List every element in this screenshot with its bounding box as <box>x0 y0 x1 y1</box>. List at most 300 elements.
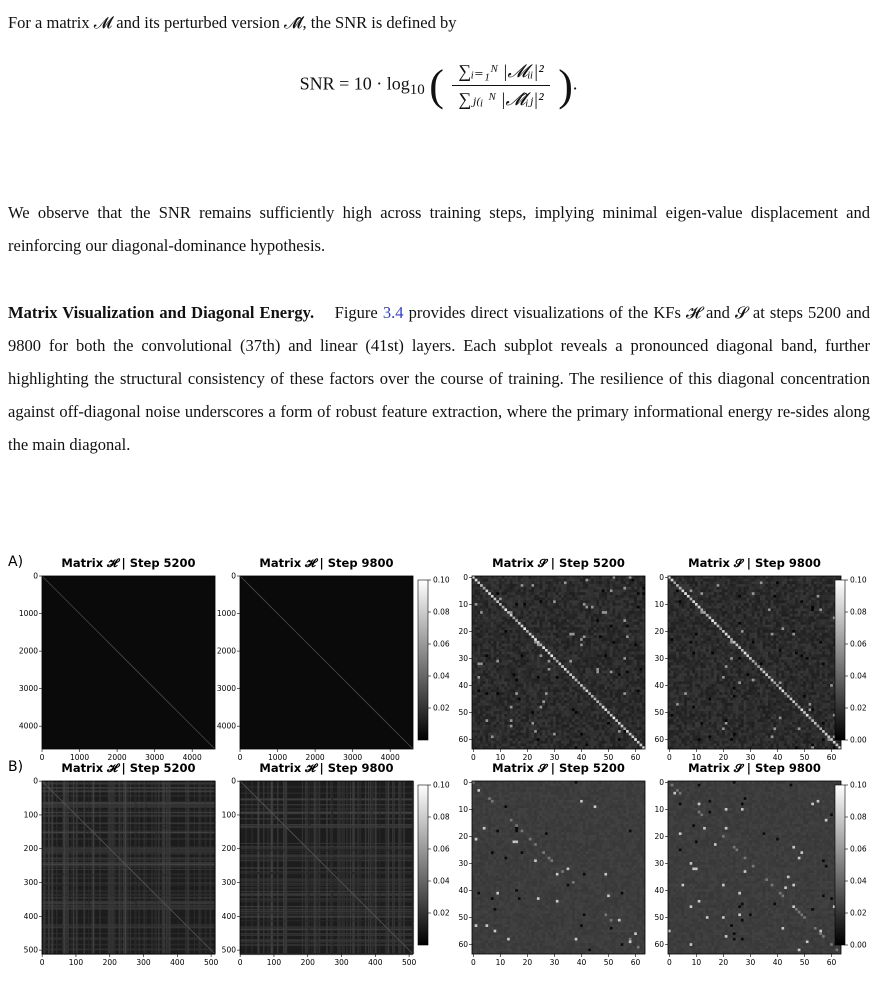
heatmap-cell <box>475 635 478 638</box>
heatmap-cell <box>483 644 486 647</box>
heatmap-cell <box>480 595 483 598</box>
heatmap-cell <box>523 681 526 684</box>
heatmap-cell <box>629 727 632 730</box>
heatmap-cell <box>626 725 629 728</box>
heatmap-cell <box>577 646 580 649</box>
heatmap-cell <box>491 741 494 744</box>
heatmap-cell <box>809 595 812 598</box>
heatmap-cell <box>814 606 817 609</box>
heatmap-cell <box>631 617 634 620</box>
heatmap-cell <box>548 692 551 695</box>
heatmap-cell <box>504 681 507 684</box>
heatmap-cell <box>640 581 643 584</box>
heatmap-cell <box>607 590 610 593</box>
heatmap-cell <box>553 671 556 674</box>
heatmap-cell <box>480 652 483 655</box>
heatmap-cell <box>545 646 548 649</box>
heatmap-cell <box>607 738 610 741</box>
heatmap-cell <box>472 638 475 641</box>
heatmap-cell <box>504 698 507 701</box>
heatmap-cell <box>556 708 559 711</box>
heatmap-cell <box>521 598 524 601</box>
heatmap-cell <box>626 687 629 690</box>
heatmap-cell <box>507 700 510 703</box>
heatmap-cell <box>545 711 548 714</box>
heatmap-cell <box>559 657 562 660</box>
heatmap-cell <box>540 627 543 630</box>
heatmap-cell <box>472 622 475 625</box>
heatmap-cell <box>637 692 640 695</box>
heatmap-cell <box>523 730 526 733</box>
heatmap-cell <box>477 587 480 590</box>
heatmap-cell <box>542 741 545 744</box>
heatmap-cell <box>477 725 480 728</box>
heatmap-cell <box>586 717 589 720</box>
heatmap-cell <box>736 595 739 598</box>
heatmap-cell <box>513 595 516 598</box>
heatmap-cell <box>615 617 618 620</box>
heatmap-cell <box>526 654 529 657</box>
heatmap-cell <box>510 735 513 738</box>
heatmap-cell <box>730 581 733 584</box>
heatmap-cell <box>623 681 626 684</box>
heatmap-cell <box>537 719 540 722</box>
heatmap-cell <box>499 622 502 625</box>
heatmap-cell <box>640 600 643 603</box>
heatmap-cell <box>588 641 591 644</box>
heatmap-cell <box>553 619 556 622</box>
heatmap-cell <box>637 611 640 614</box>
heatmap-cell <box>572 706 575 709</box>
heatmap-cell <box>491 581 494 584</box>
heatmap-cell <box>687 581 690 584</box>
heatmap-cell <box>814 603 817 606</box>
heatmap-cell <box>477 657 480 660</box>
heatmap-cell <box>634 579 637 582</box>
heatmap-cell <box>537 576 540 579</box>
heatmap-cell <box>779 579 782 582</box>
heatmap-cell <box>615 590 618 593</box>
heatmap-cell <box>526 576 529 579</box>
heatmap-cell <box>537 692 540 695</box>
heatmap-cell <box>717 603 720 606</box>
heatmap-cell <box>561 692 564 695</box>
heatmap-cell <box>529 630 532 633</box>
heatmap-cell <box>575 730 578 733</box>
heatmap-cell <box>526 690 529 693</box>
heatmap-cell <box>634 584 637 587</box>
heatmap-cell <box>621 649 624 652</box>
heatmap-cell <box>515 581 518 584</box>
heatmap-cell <box>583 579 586 582</box>
heatmap-cell <box>542 581 545 584</box>
heatmap-cell <box>521 714 524 717</box>
heatmap-cell <box>577 735 580 738</box>
heatmap-cell <box>580 717 583 720</box>
heatmap-cell <box>540 676 543 679</box>
heatmap-cell <box>730 600 733 603</box>
heatmap-cell <box>515 649 518 652</box>
heatmap-cell <box>534 676 537 679</box>
heatmap-cell <box>553 592 556 595</box>
heatmap-cell <box>537 652 540 655</box>
heatmap-cell <box>559 606 562 609</box>
heatmap-cell <box>540 684 543 687</box>
heatmap-cell <box>515 700 518 703</box>
heatmap-cell <box>491 725 494 728</box>
heatmap-cell <box>727 584 730 587</box>
heatmap-cell <box>521 581 524 584</box>
heatmap-cell <box>637 714 640 717</box>
heatmap-cell <box>719 592 722 595</box>
heatmap-cell <box>502 730 505 733</box>
heatmap-cell <box>491 633 494 636</box>
heatmap-cell <box>529 671 532 674</box>
heatmap-cell <box>790 581 793 584</box>
heatmap-cell <box>496 692 499 695</box>
heatmap-cell <box>607 652 610 655</box>
heatmap-cell <box>604 706 607 709</box>
heatmap-cell <box>504 614 507 617</box>
heatmap-cell <box>483 687 486 690</box>
heatmap-cell <box>499 690 502 693</box>
heatmap-cell <box>615 730 618 733</box>
heatmap-cell <box>752 579 755 582</box>
heatmap-cell <box>518 703 521 706</box>
heatmap-cell <box>472 635 475 638</box>
heatmap-cell <box>733 592 736 595</box>
heatmap-cell <box>526 692 529 695</box>
heatmap-cell <box>507 633 510 636</box>
heatmap-cell <box>580 741 583 744</box>
heatmap-cell <box>504 733 507 736</box>
heatmap-cell <box>548 579 551 582</box>
heatmap-cell <box>521 665 524 668</box>
heatmap-cell <box>626 690 629 693</box>
heatmap-cell <box>602 657 605 660</box>
heatmap-cell <box>596 608 599 611</box>
heatmap-cell <box>809 590 812 593</box>
x-tick-label: 2000 <box>306 753 325 762</box>
heatmap-cell <box>779 598 782 601</box>
heatmap-cell <box>496 744 499 747</box>
heatmap-cell <box>763 598 766 601</box>
heatmap-cell <box>537 690 540 693</box>
heatmap-cell <box>507 727 510 730</box>
heatmap-cell <box>518 719 521 722</box>
heatmap-cell <box>507 717 510 720</box>
heatmap-cell <box>537 646 540 649</box>
heatmap-cell <box>513 706 516 709</box>
heatmap-cell <box>515 638 518 641</box>
heatmap-cell <box>599 700 602 703</box>
heatmap-cell <box>483 719 486 722</box>
heatmap-cell <box>733 584 736 587</box>
heatmap-cell <box>673 603 676 606</box>
heatmap-cell <box>542 725 545 728</box>
heatmap-cell <box>529 700 532 703</box>
heatmap-cell <box>472 744 475 747</box>
heatmap-cell <box>491 744 494 747</box>
heatmap-cell <box>604 663 607 666</box>
heatmap-cell <box>709 576 712 579</box>
heatmap-cell <box>556 706 559 709</box>
heatmap-cell <box>599 744 602 747</box>
heatmap-cell <box>553 687 556 690</box>
heatmap-cell <box>556 663 559 666</box>
heatmap-cell <box>545 730 548 733</box>
heatmap-cell <box>580 603 583 606</box>
heatmap-cell <box>502 614 505 617</box>
heatmap-cell <box>477 625 480 628</box>
heatmap-cell <box>553 657 556 660</box>
heatmap-cell <box>521 698 524 701</box>
heatmap-cell <box>529 665 532 668</box>
heatmap-cell <box>607 687 610 690</box>
figure-reference-link[interactable]: 3.4 <box>383 303 404 322</box>
heatmap-cell <box>714 576 717 579</box>
heatmap-cell <box>499 687 502 690</box>
heatmap-cell <box>623 606 626 609</box>
heatmap-cell <box>510 681 513 684</box>
heatmap-cell <box>586 579 589 582</box>
heatmap-cell <box>692 584 695 587</box>
heatmap-cell <box>494 690 497 693</box>
heatmap-cell <box>548 622 551 625</box>
heatmap-cell <box>515 652 518 655</box>
heatmap-cell <box>499 695 502 698</box>
heatmap-cell <box>629 695 632 698</box>
heatmap-cell <box>545 727 548 730</box>
heatmap-cell <box>604 598 607 601</box>
eq-fraction <box>452 61 549 110</box>
heatmap-cell <box>577 711 580 714</box>
heatmap-cell <box>765 587 768 590</box>
heatmap-cell <box>545 738 548 741</box>
heatmap-cell <box>618 590 621 593</box>
heatmap-cell <box>567 587 570 590</box>
heatmap-cell <box>486 630 489 633</box>
heatmap-cell <box>580 576 583 579</box>
heatmap-cell <box>623 703 626 706</box>
heatmap-cell <box>507 600 510 603</box>
heatmap-cell <box>757 595 760 598</box>
heatmap-cell <box>580 590 583 593</box>
heatmap-cell <box>556 698 559 701</box>
heatmap-cell <box>618 735 621 738</box>
heatmap-cell <box>510 627 513 630</box>
heatmap-cell <box>491 711 494 714</box>
heatmap-cell <box>583 635 586 638</box>
heatmap-cell <box>798 598 801 601</box>
heatmap-cell <box>504 714 507 717</box>
heatmap-cell <box>690 587 693 590</box>
heatmap-cell <box>494 711 497 714</box>
heatmap-cell <box>626 708 629 711</box>
heatmap-cell <box>491 681 494 684</box>
heatmap-cell <box>706 592 709 595</box>
paragraph-body: provides direct visualizations of the KFs 𝓗 and 𝓢 at steps 5200 and 9800 for both the convolutional (37th) and linear (41st) layers. Each subplot reveals a pronounced diagonal band, further highlighting the structural consistency of these factors over the course of training. The resilience of this diagonal concentration against off-diagonal noise underscores a form of robust feature extraction, where the primary informational energy re-sides along the main diagonal. <box>8 303 870 454</box>
heatmap-cell <box>623 630 626 633</box>
heatmap-cell <box>523 698 526 701</box>
heatmap-cell <box>607 581 610 584</box>
heatmap-cell <box>613 708 616 711</box>
heatmap-cell <box>486 587 489 590</box>
heatmap-cell <box>507 714 510 717</box>
heatmap-cell <box>725 590 728 593</box>
heatmap-cell <box>673 579 676 582</box>
heatmap-cell <box>496 592 499 595</box>
heatmap-cell <box>596 711 599 714</box>
heatmap-cell <box>604 725 607 728</box>
heatmap-cell <box>496 668 499 671</box>
heatmap-cell <box>486 635 489 638</box>
heatmap-cell <box>548 714 551 717</box>
heatmap-cell <box>553 719 556 722</box>
heatmap-cell <box>640 576 643 579</box>
heatmap-cell <box>631 611 634 614</box>
heatmap-cell <box>676 587 679 590</box>
heatmap-cell <box>634 608 637 611</box>
heatmap-cell <box>586 668 589 671</box>
heatmap-cell <box>548 630 551 633</box>
heatmap-cell <box>698 606 701 609</box>
heatmap-cell <box>615 641 618 644</box>
heatmap-cell <box>550 579 553 582</box>
heatmap-cell <box>787 576 790 579</box>
heatmap-cell <box>602 644 605 647</box>
heatmap-cell <box>483 727 486 730</box>
heatmap-cell <box>496 617 499 620</box>
heatmap-cell <box>817 592 820 595</box>
heatmap-cell <box>483 665 486 668</box>
heatmap-cell <box>615 733 618 736</box>
heatmap-cell <box>588 608 591 611</box>
heatmap-cell <box>722 587 725 590</box>
heatmap-cell <box>607 627 610 630</box>
heatmap-cell <box>540 638 543 641</box>
heatmap-cell <box>580 700 583 703</box>
heatmap-cell <box>684 595 687 598</box>
heatmap-cell <box>825 579 828 582</box>
heatmap-cell <box>477 730 480 733</box>
heatmap-cell <box>640 673 643 676</box>
heatmap-cell <box>626 627 629 630</box>
heatmap-cell <box>507 673 510 676</box>
heatmap-cell <box>763 581 766 584</box>
heatmap-cell <box>483 717 486 720</box>
heatmap-cell <box>521 579 524 582</box>
heatmap-cell <box>752 598 755 601</box>
heatmap-cell <box>604 654 607 657</box>
heatmap-cell <box>483 706 486 709</box>
heatmap-cell <box>618 633 621 636</box>
eq-denominator: ∑ⱼ₍ᵢ ᴺ |𝓜̂ᵢⱼ|² <box>452 86 549 110</box>
heatmap-cell <box>763 576 766 579</box>
heatmap-cell <box>559 703 562 706</box>
heatmap-cell <box>526 625 529 628</box>
heatmap-cell <box>548 598 551 601</box>
heatmap-cell <box>545 611 548 614</box>
x-tick-label: 2000 <box>108 753 127 762</box>
heatmap-cell <box>513 611 516 614</box>
heatmap-cell <box>494 622 497 625</box>
heatmap-cell <box>531 592 534 595</box>
heatmap-cell <box>602 614 605 617</box>
heatmap-cell <box>604 673 607 676</box>
heatmap-cell <box>542 700 545 703</box>
heatmap-cell <box>496 698 499 701</box>
heatmap-cell <box>523 611 526 614</box>
heatmap-cell <box>526 633 529 636</box>
heatmap-cell <box>575 738 578 741</box>
heatmap-cell <box>586 727 589 730</box>
heatmap-cell <box>507 611 510 614</box>
heatmap-cell <box>746 584 749 587</box>
heatmap-cell <box>491 722 494 725</box>
heatmap-cell <box>499 673 502 676</box>
heatmap-cell <box>515 598 518 601</box>
heatmap-cell <box>709 600 712 603</box>
heatmap-cell <box>569 581 572 584</box>
heatmap-cell <box>586 657 589 660</box>
heatmap-cell <box>798 606 801 609</box>
heatmap-cell <box>806 598 809 601</box>
heatmap-cell <box>613 692 616 695</box>
heatmap-cell <box>545 652 548 655</box>
heatmap-cell <box>542 730 545 733</box>
heatmap-cell <box>499 603 502 606</box>
heatmap-cell <box>588 635 591 638</box>
heatmap-cell <box>540 703 543 706</box>
heatmap-cell <box>679 581 682 584</box>
heatmap-cell <box>752 590 755 593</box>
heatmap-cell <box>529 622 532 625</box>
heatmap-cell <box>559 652 562 655</box>
heatmap-cell <box>596 641 599 644</box>
heatmap-cell <box>553 587 556 590</box>
heatmap-cell <box>531 681 534 684</box>
heatmap-cell <box>540 619 543 622</box>
heatmap-cell <box>513 700 516 703</box>
heatmap-cell <box>480 660 483 663</box>
heatmap-cell <box>711 598 714 601</box>
heatmap-cell <box>572 703 575 706</box>
y-tick-label: 1000 <box>19 609 38 618</box>
heatmap-cell <box>529 703 532 706</box>
heatmap-cell <box>540 581 543 584</box>
heatmap-cell <box>640 625 643 628</box>
heatmap-cell <box>714 603 717 606</box>
heatmap-cell <box>607 730 610 733</box>
heatmap-cell <box>684 608 687 611</box>
heatmap-cell <box>730 576 733 579</box>
heatmap-cell <box>626 579 629 582</box>
heatmap-cell <box>771 584 774 587</box>
heatmap-cell <box>496 687 499 690</box>
heatmap-cell <box>771 592 774 595</box>
heatmap-cell <box>499 671 502 674</box>
heatmap-cell <box>591 668 594 671</box>
heatmap-cell <box>610 668 613 671</box>
heatmap-cell <box>550 611 553 614</box>
heatmap-cell <box>795 587 798 590</box>
heatmap-cell <box>494 646 497 649</box>
heatmap-cell <box>687 595 690 598</box>
heatmap-cell <box>534 611 537 614</box>
heatmap-cell <box>550 703 553 706</box>
heatmap-cell <box>494 660 497 663</box>
